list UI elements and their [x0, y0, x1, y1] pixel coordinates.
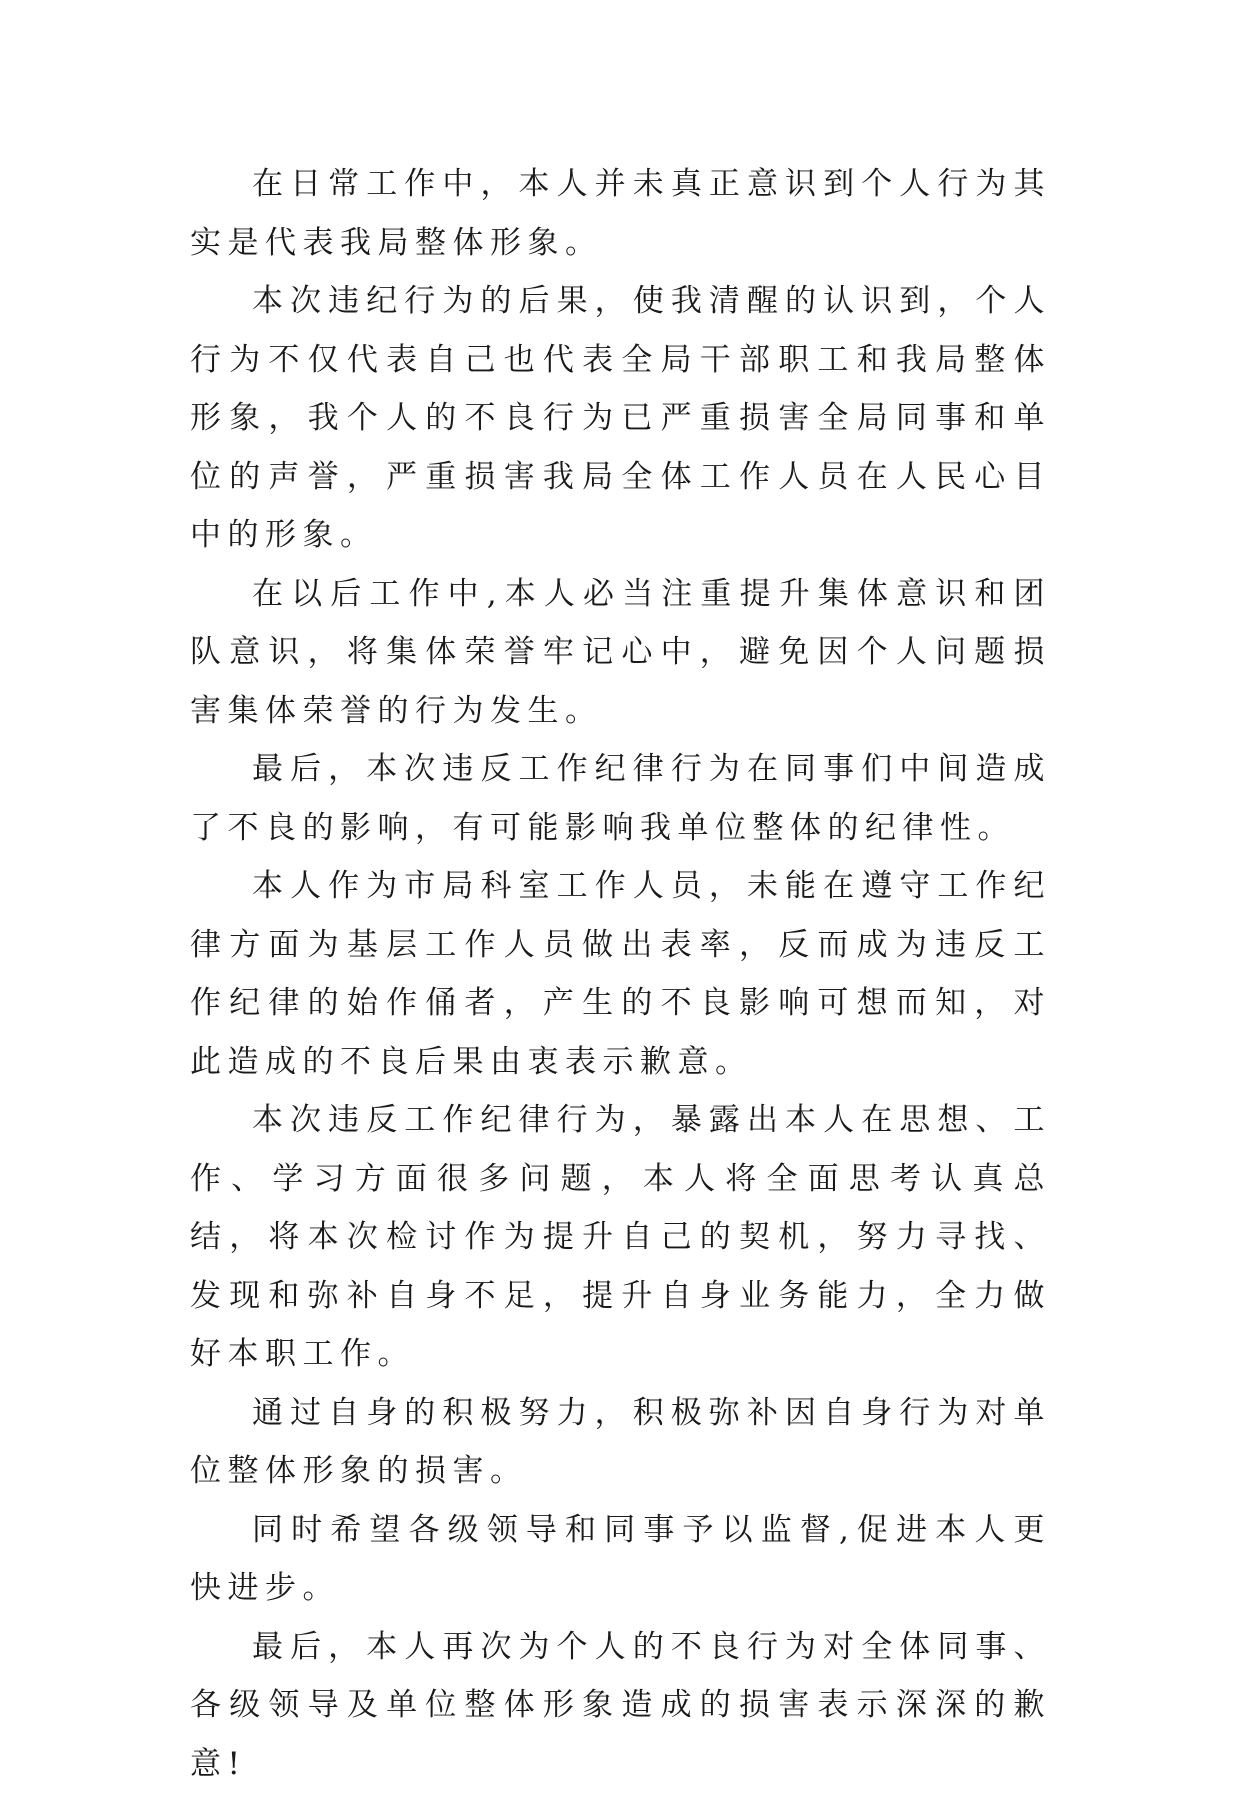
paragraph-8: 同时希望各级领导和同事予以监督,促进本人更快进步。 [190, 1501, 1051, 1618]
paragraph-1: 在日常工作中，本人并未真正意识到个人行为其实是代表我局整体形象。 [190, 155, 1051, 272]
paragraph-4: 最后，本次违反工作纪律行为在同事们中间造成了不良的影响，有可能影响我单位整体的纪律性。 [190, 740, 1051, 857]
paragraph-2: 本次违纪行为的后果，使我清醒的认识到，个人行为不仅代表自己也代表全局干部职工和我局整体形象，我个人的不良行为已严重损害全局同事和单位的声誉，严重损害我局全体工作人员在人民心目中的形象。 [190, 272, 1051, 565]
paragraph-5: 本人作为市局科室工作人员，未能在遵守工作纪律方面为基层工作人员做出表率，反而成为违反工作纪律的始作俑者，产生的不良影响可想而知，对此造成的不良后果由衷表示歉意。 [190, 857, 1051, 1091]
paragraph-7: 通过自身的积极努力，积极弥补因自身行为对单位整体形象的损害。 [190, 1384, 1051, 1501]
paragraph-9: 最后，本人再次为个人的不良行为对全体同事、各级领导及单位整体形象造成的损害表示深深的歉意! [190, 1618, 1051, 1793]
document-body [190, 155, 1051, 1793]
paragraph-3: 在以后工作中,本人必当注重提升集体意识和团队意识，将集体荣誉牢记心中，避免因个人问题损害集体荣誉的行为发生。 [190, 565, 1051, 741]
paragraph-6: 本次违反工作纪律行为，暴露出本人在思想、工作、学习方面很多问题，本人将全面思考认真总结，将本次检讨作为提升自己的契机，努力寻找、发现和弥补自身不足，提升自身业务能力，全力做好本职工作。 [190, 1091, 1051, 1384]
